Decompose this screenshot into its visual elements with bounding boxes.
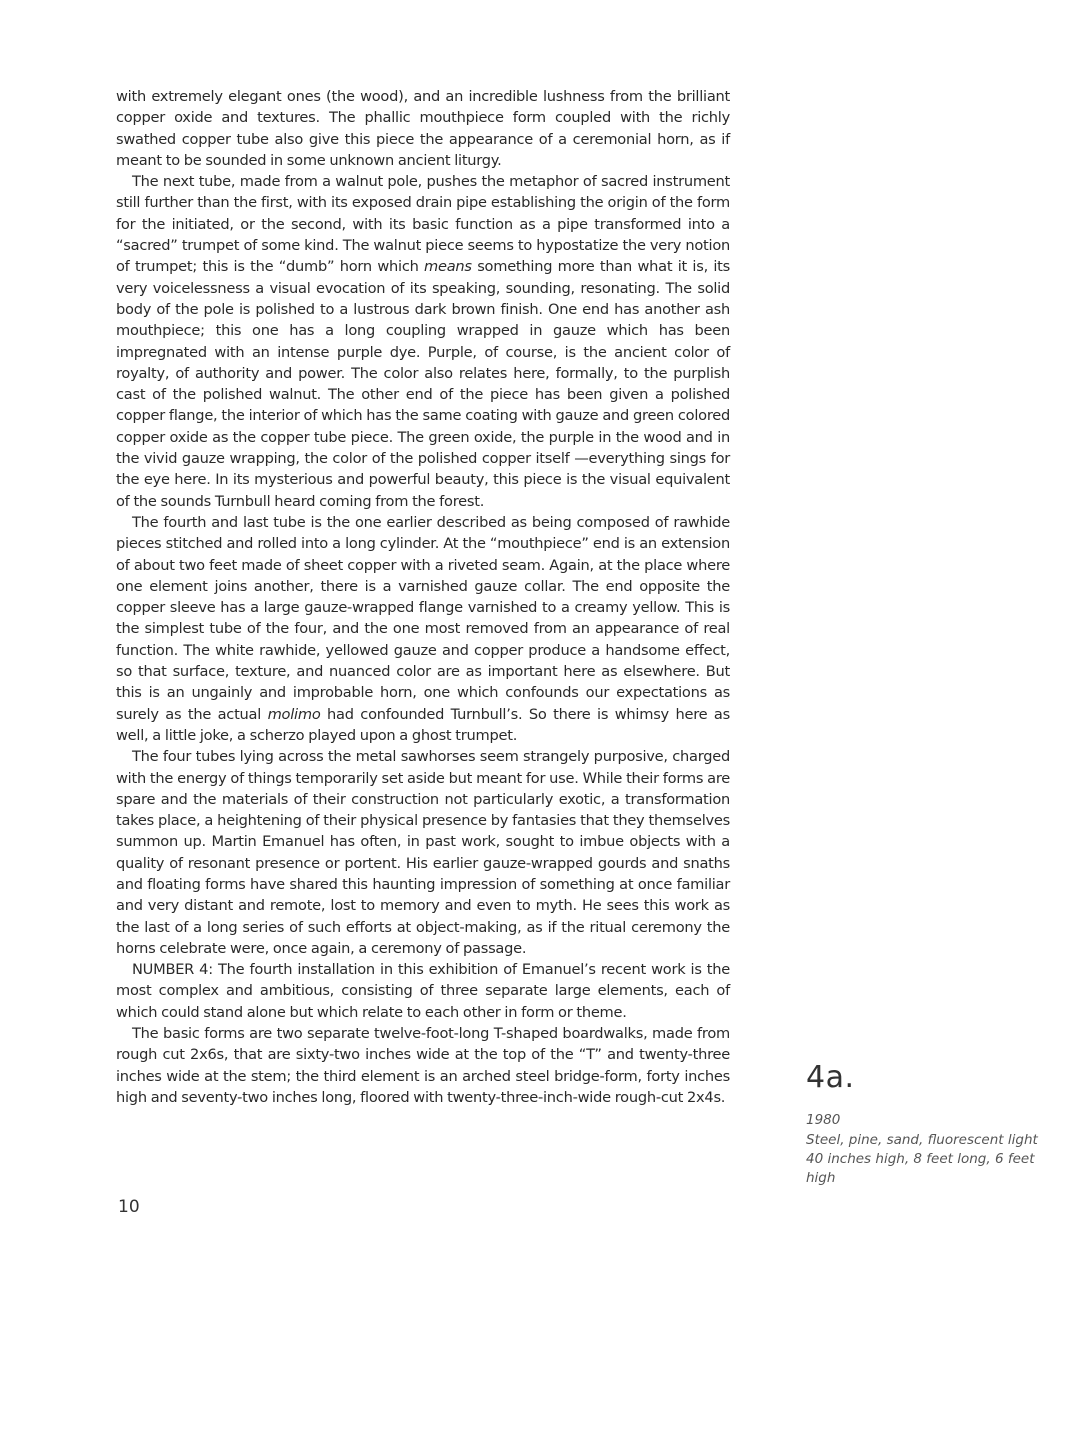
paragraph: NUMBER 4: The fourth installation in this exhibition of Emanuel’s recent work is the most complex and ambitious, consisting of three separate large elements, each of which could stand alone but which relate to each other in form or theme. <box>116 961 730 1021</box>
paragraph: The next tube, made from a walnut pole, pushes the metaphor of sacred instrument still further than the first, with its exposed drain pipe establishing the origin of the form for the initiated, or the second, with its basic function as a pipe transformed into a “sacred” trumpet of some kind. The walnut piece seems to hypostatize the very notion of trumpet; this is the “dumb” horn which means something more than what it is, its very voicelessness a visual evocation of its speaking, sounding, resonating. The solid body of the pole is polished to a lustrous dark brown finish. One end has another ash mouthpiece; this one has a long coupling wrapped in gauze which has been impregnated with an intense purple dye. Purple, of course, is the ancient color of royalty, of authority and power. The color also relates here, formally, to the purplish cast of the polished walnut. The other end of the piece has been given a polished copper flange, the interior of which has the same coating with gauze and green colored copper oxide as the copper tube piece. The green oxide, the purple in the wood and in the vivid gauze wrapping, the color of the polished copper itself —everything sings for the eye here. In its mysterious and powerful beauty, this piece is the visual equivalent of the sounds Turnbull heard coming from the forest. <box>116 173 731 510</box>
figure-year: 1980 <box>806 1112 841 1128</box>
figure-caption <box>806 1060 1046 1188</box>
paragraph: The fourth and last tube is the one earlier described as being composed of rawhide pieces stitched and rolled into a long cylinder. At the “mouthpiece” end is an extension of about two feet made of sheet copper with a riveted seam. Again, at the place where one element joins another, there is a varnished gauze collar. The end opposite the copper sleeve has a large gauze-wrapped flange varnished to a creamy yellow. This is the simplest tube of the four, and the one most removed from an appearance of real function. The white rawhide, yellowed gauze and copper produce a handsome effect, so that surface, texture, and nuanced color are as important here as elsewhere. But this is an ungainly and improbable horn, one which confounds our expectations as surely as the actual molimo had confounded Turnbull’s. So there is whimsy here as well, a little joke, a scherzo played upon a ghost trumpet. <box>116 513 730 744</box>
emphasis-text: molimo <box>267 705 321 723</box>
emphasis-text: means <box>424 258 472 276</box>
figure-number: 4a. <box>806 1060 855 1095</box>
page-number: 10 <box>118 1197 140 1217</box>
paragraph: The basic forms are two separate twelve-foot-long T-shaped boardwalks, made from rough cut 2x6s, that are sixty-two inches wide at the top of the “T” and twenty-three inches wide at the stem; the third element is an arched steel bridge-form, forty inches high and seventy-two inches long, floored with twenty-three-inch-wide rough-cut 2x4s. <box>116 1025 730 1106</box>
figure-dimensions: 40 inches high, 8 feet long, 6 feet high <box>806 1151 1035 1186</box>
body-text <box>116 86 730 1108</box>
paragraph: The four tubes lying across the metal sawhorses seem strangely purposive, charged with the energy of things temporarily set aside but meant for use. While their forms are spare and the materials of their construction not particularly exotic, a transformation takes place, a heightening of their physical presence by fantasies that they themselves summon up. Martin Emanuel has often, in past work, sought to imbue objects with a quality of resonant presence or portent. His earlier gauze-wrapped gourds and snaths and floating forms have shared this haunting impression of something at once familiar and very distant and remote, lost to memory and even to myth. He sees this work as the last of a long series of such efforts at object-making, as if the ritual ceremony the horns celebrate were, once again, a ceremony of passage. <box>116 748 730 957</box>
paragraph: with extremely elegant ones (the wood), and an incredible lushness from the brilliant copper oxide and textures. The phallic mouthpiece form coupled with the richly swathed copper tube also give this piece the appearance of a ceremonial horn, as if meant to be sounded in some unknown ancient liturgy. <box>116 88 730 169</box>
figure-materials: Steel, pine, sand, fluorescent light <box>806 1132 1038 1148</box>
